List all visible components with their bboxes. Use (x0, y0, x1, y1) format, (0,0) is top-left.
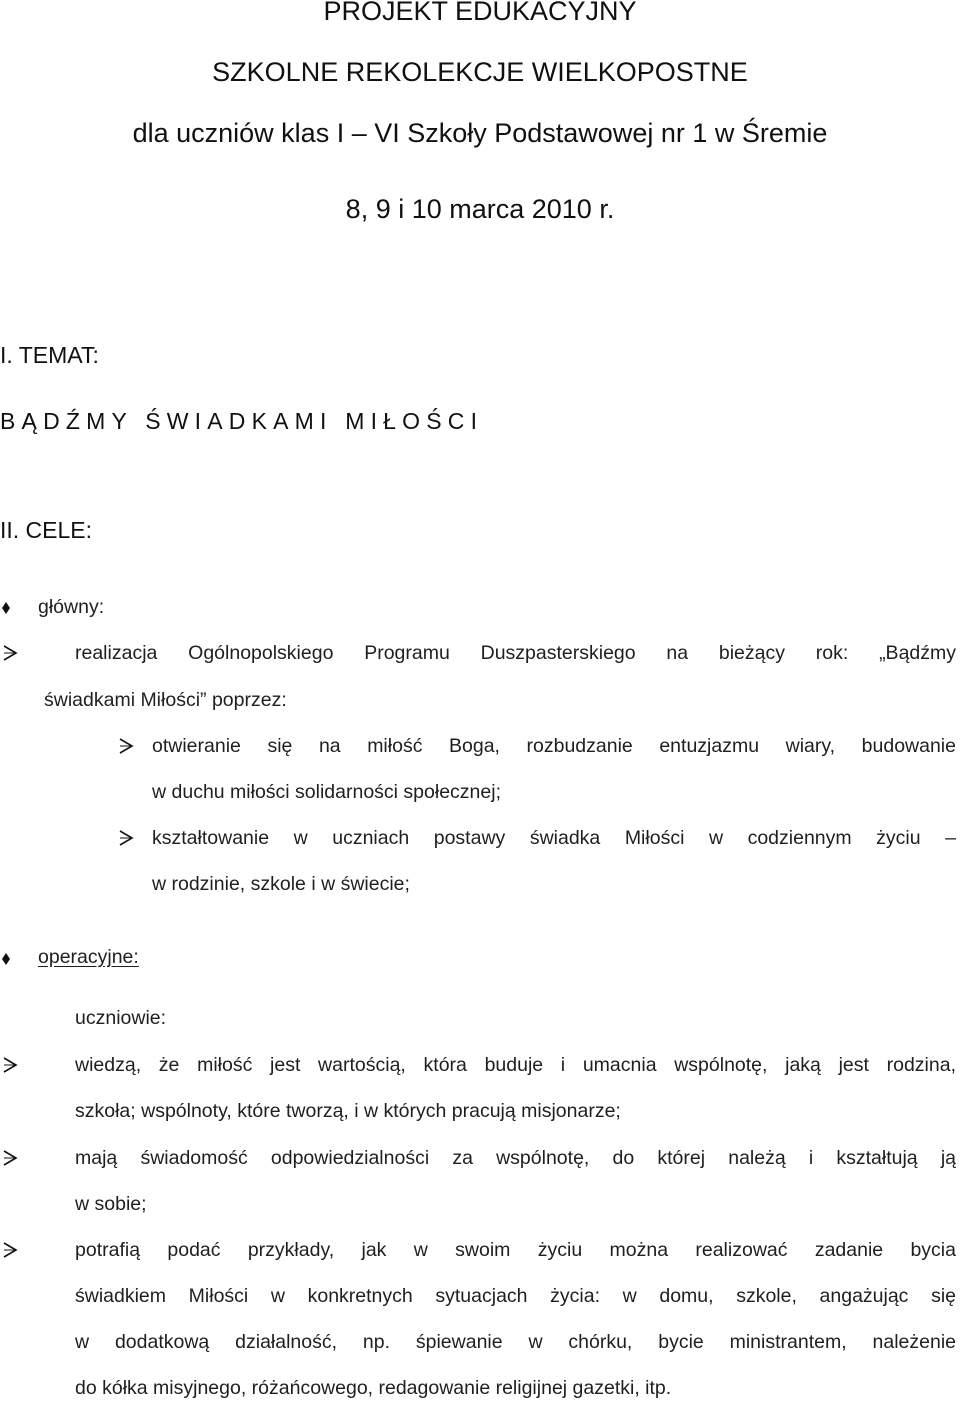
main-goal-item-1-line-1: realizacja Ogólnopolskiego Programu Duszpasterskiego na bieżący rok: „Bądźmy (75, 642, 956, 664)
doc-title: PROJEKT EDUKACYJNY (323, 0, 637, 26)
operational-item-1-line-1: wiedzą, że miłość jest wartością, która buduje i umacnia wspólnotę, jaką jest rodzina, (75, 1054, 956, 1076)
main-goal-sub-1-line-1: otwieranie się na miłość Boga, rozbudzanie entuzjazmu wiary, budowanie (152, 735, 956, 757)
operational-item-3-line-1: potrafią podać przykłady, jak w swoim życiu można realizować zadanie bycia (75, 1239, 956, 1261)
main-goal-sub-1-line-2: w duchu miłości solidarności społecznej; (152, 781, 501, 803)
doc-audience: dla uczniów klas I – VI Szkoły Podstawowej nr 1 w Śremie (132, 118, 828, 148)
arrow-bullet-icon (118, 830, 134, 846)
arrow-bullet-icon (2, 1150, 18, 1166)
main-goal-sub-2-line-2: w rodzinie, szkole i w świecie; (152, 873, 410, 895)
arrow-bullet-icon (2, 1057, 18, 1073)
arrow-bullet-icon (118, 738, 134, 754)
operational-label: operacyjne: (38, 946, 139, 968)
main-goal-item-1-line-2: świadkami Miłości” poprzez: (44, 689, 287, 711)
operational-item-3-line-2: świadkiem Miłości w konkretnych sytuacjach życia: w domu, szkole, angażując się (75, 1285, 956, 1307)
operational-item-3-line-4: do kółka misyjnego, różańcowego, redagowanie religijnej gazetki, itp. (75, 1377, 672, 1399)
students-label: uczniowie: (75, 1007, 167, 1029)
operational-item-2-line-1: mają świadomość odpowiedzialności za wspólnotę, do której należą i kształtują ją (75, 1147, 956, 1169)
operational-item-2-line-2: w sobie; (75, 1193, 147, 1215)
section-2-heading: II. CELE: (0, 517, 93, 543)
section-1-theme: BĄDŹMY ŚWIADKAMI MIŁOŚCI (0, 408, 484, 434)
main-goal-sub-2-line-1: kształtowanie w uczniach postawy świadka Miłości w codziennym życiu – (152, 827, 956, 849)
section-1-heading: I. TEMAT: (0, 342, 99, 368)
diamond-bullet-icon (2, 602, 10, 614)
arrow-bullet-icon (2, 1242, 18, 1258)
diamond-bullet-icon (2, 953, 10, 965)
doc-subtitle: SZKOLNE REKOLEKCJE WIELKOPOSTNE (212, 57, 748, 87)
main-goal-label: główny: (38, 596, 105, 618)
operational-item-3-line-3: w dodatkową działalność, np. śpiewanie w chórku, bycie ministrantem, należenie (75, 1331, 956, 1353)
doc-date: 8, 9 i 10 marca 2010 r. (345, 194, 615, 224)
arrow-bullet-icon (2, 645, 18, 661)
operational-item-1-line-2: szkoła; wspólnoty, które tworzą, i w których pracują misjonarze; (75, 1100, 621, 1122)
